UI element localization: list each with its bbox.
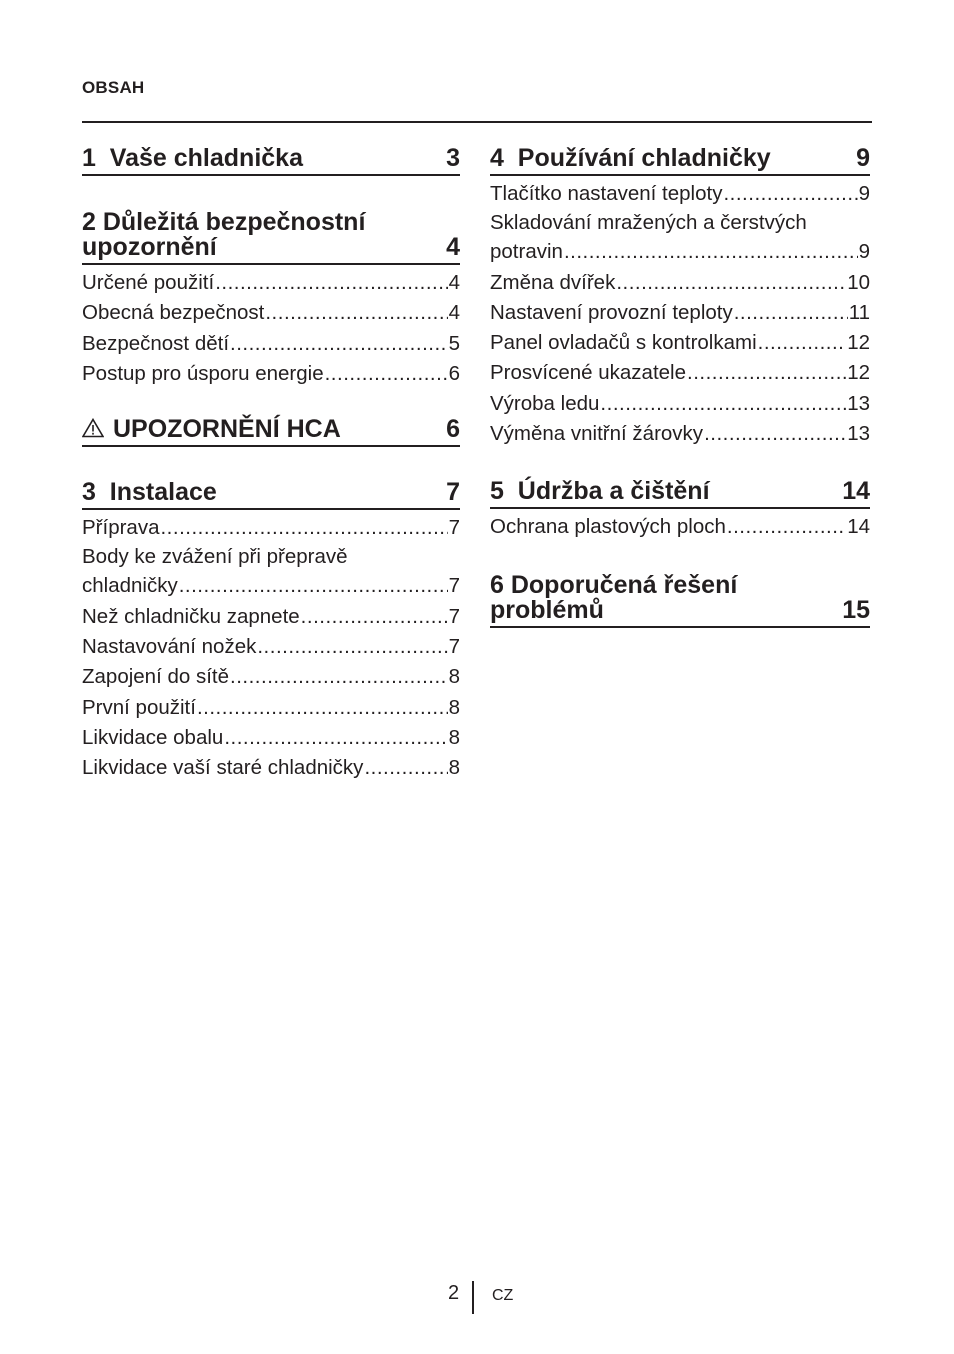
toc-right-column <box>490 146 870 628</box>
toc-entry[interactable] <box>82 753 460 783</box>
warning-triangle-icon <box>82 418 104 438</box>
toc-left-column <box>82 146 460 784</box>
entry-page: 13 <box>847 391 870 415</box>
entry-page: 11 <box>848 300 870 324</box>
entry-label: Likvidace vaší staré chladničky <box>82 756 364 780</box>
toc-entry[interactable] <box>82 513 460 543</box>
entry-label: Výroba ledu <box>490 391 600 415</box>
toc-section-3-entries <box>82 513 460 783</box>
section-title-line2: upozornění <box>82 233 217 261</box>
entry-label: Panel ovladačů s kontrolkami <box>490 331 757 355</box>
section-title-line1: 2 Důležitá bezpečnostní <box>82 208 366 236</box>
entry-label: Výměna vnitřní žárovky <box>490 422 704 446</box>
toc-entry[interactable] <box>82 693 460 723</box>
entry-label: Nastavování nožek <box>82 635 257 659</box>
toc-hca-heading[interactable] <box>82 417 460 447</box>
toc-entry[interactable] <box>82 662 460 692</box>
entry-page: 6 <box>448 361 460 385</box>
entry-label: Prosvícené ukazatele <box>490 361 687 385</box>
leader-dots <box>230 329 448 359</box>
entry-page: 7 <box>448 635 460 659</box>
toc-entry[interactable] <box>82 543 460 601</box>
leader-dots <box>734 298 848 328</box>
entry-page: 4 <box>448 271 460 294</box>
entry-label: Tlačítko nastavení teploty <box>490 182 723 205</box>
entry-label: chladničky <box>82 574 178 598</box>
toc-entry[interactable] <box>82 602 460 632</box>
entry-page: 10 <box>847 270 870 294</box>
entry-page: 8 <box>448 665 460 689</box>
entry-page: 8 <box>448 756 460 780</box>
entry-label: Obecná bezpečnost <box>82 301 265 325</box>
leader-dots <box>600 389 846 419</box>
leader-dots <box>230 662 448 692</box>
entry-label: Změna dvířek <box>490 270 616 294</box>
toc-section-4-heading[interactable] <box>490 146 870 176</box>
section-page: 6 <box>446 415 460 444</box>
toc-entry[interactable] <box>82 632 460 662</box>
toc-entry[interactable] <box>82 298 460 328</box>
toc-section-2-heading[interactable] <box>82 210 460 265</box>
toc-entry[interactable] <box>490 419 870 449</box>
page-header-label: OBSAH <box>82 78 145 97</box>
entry-page: 7 <box>448 604 460 628</box>
section-page: 15 <box>842 595 870 624</box>
toc-entry[interactable] <box>490 298 870 328</box>
leader-dots <box>364 753 447 783</box>
leader-dots <box>564 237 858 267</box>
leader-dots <box>727 512 846 542</box>
entry-label: Zapojení do sítě <box>82 665 230 689</box>
entry-page: 4 <box>448 301 460 325</box>
leader-dots <box>257 632 447 662</box>
toc-section-5-heading[interactable] <box>490 479 870 509</box>
leader-dots <box>723 179 857 209</box>
section-page: 9 <box>856 144 870 172</box>
toc-entry[interactable] <box>490 389 870 419</box>
footer-page-number: 2 <box>448 1282 460 1304</box>
entry-label: Ochrana plastových ploch <box>490 515 726 539</box>
entry-page: 7 <box>448 516 460 540</box>
entry-page: 8 <box>448 695 460 719</box>
leader-dots <box>224 723 447 753</box>
section-title: 4 Používání chladničky <box>490 144 771 172</box>
footer-divider <box>472 1281 474 1314</box>
leader-dots <box>179 571 448 601</box>
section-title: UPOZORNĚNÍ HCA <box>113 415 341 444</box>
entry-page: 12 <box>847 361 870 385</box>
section-page: 3 <box>446 144 460 172</box>
entry-page: 7 <box>448 574 460 598</box>
toc-section-3-heading[interactable] <box>82 480 460 510</box>
toc-section-1-heading[interactable] <box>82 146 460 176</box>
entry-label: potravin <box>490 240 563 264</box>
toc-entry[interactable] <box>490 512 870 542</box>
header-rule <box>82 121 872 123</box>
entry-label: Nastavení provozní teploty <box>490 300 733 324</box>
entry-page: 14 <box>847 515 870 539</box>
toc-entry[interactable] <box>490 179 870 209</box>
leader-dots <box>616 268 846 298</box>
entry-page: 9 <box>858 240 870 264</box>
toc-section-2-entries <box>82 268 460 389</box>
leader-dots <box>197 693 448 723</box>
entry-page: 12 <box>847 331 870 355</box>
entry-page: 13 <box>847 422 870 446</box>
toc-section-4-entries <box>490 179 870 449</box>
section-page: 14 <box>842 477 870 506</box>
leader-dots <box>215 268 447 298</box>
entry-page: 8 <box>448 725 460 749</box>
entry-label: Určené použití <box>82 271 215 294</box>
toc-entry[interactable] <box>82 359 460 389</box>
entry-page: 9 <box>858 182 870 205</box>
leader-dots <box>758 328 847 358</box>
leader-dots <box>301 602 448 632</box>
footer-language-code: CZ <box>492 1287 514 1304</box>
toc-entry[interactable] <box>82 329 460 359</box>
entry-label-line1: Skladování mražených a čerstvých <box>490 211 807 235</box>
section-title: 5 Údržba a čištění <box>490 477 710 506</box>
entry-label: Než chladničku zapnete <box>82 604 300 628</box>
toc-entry[interactable] <box>490 358 870 388</box>
entry-label: Likvidace obalu <box>82 725 224 749</box>
leader-dots <box>160 513 447 543</box>
section-title-line2: problémů <box>490 595 604 624</box>
toc-entry[interactable] <box>490 209 870 267</box>
section-page: 4 <box>446 233 460 261</box>
leader-dots <box>265 298 447 328</box>
section-page: 7 <box>446 478 460 507</box>
leader-dots <box>704 419 846 449</box>
toc-section-5-entries <box>490 512 870 542</box>
entry-page: 5 <box>448 331 460 355</box>
toc-entry[interactable] <box>82 268 460 298</box>
entry-label: První použití <box>82 695 196 719</box>
section-title: 3 Instalace <box>82 478 217 507</box>
entry-label: Postup pro úsporu energie <box>82 361 324 385</box>
leader-dots <box>325 359 448 389</box>
toc-entry[interactable] <box>82 723 460 753</box>
toc-entry[interactable] <box>490 268 870 298</box>
entry-label: Příprava <box>82 516 160 540</box>
entry-label: Bezpečnost dětí <box>82 331 230 355</box>
leader-dots <box>687 358 846 388</box>
section-title-line1: 6 Doporučená řešení <box>490 570 738 599</box>
toc-entry[interactable] <box>490 328 870 358</box>
entry-label-line1: Body ke zvážení při přepravě <box>82 545 348 569</box>
section-title: 1 Vaše chladnička <box>82 144 303 172</box>
toc-section-6-heading[interactable] <box>490 570 870 628</box>
